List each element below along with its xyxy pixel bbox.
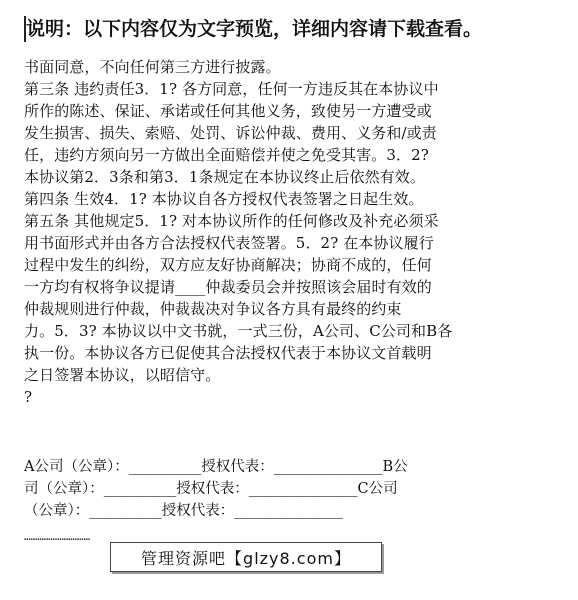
preview-notice: 说明：以下内容仅为文字预览，详细内容请下载查看。 bbox=[26, 18, 483, 40]
body-line: 执一份。本协议各方已促使其合法授权代表于本协议文首载明 bbox=[24, 344, 432, 362]
body-line: ? bbox=[24, 388, 33, 406]
body-line: 仲裁规则进行仲裁，仲裁裁决对争议各方具有最终的约束 bbox=[24, 300, 402, 318]
signature-block bbox=[24, 454, 556, 520]
footer-banner: 管理资源吧【glzy8.com】 bbox=[110, 542, 382, 572]
body-line: 第三条 违约责任3．1? 各方同意，任何一方违反其在本协议中 bbox=[24, 80, 439, 98]
signature-line: （公章）：__________授权代表：_______________ bbox=[24, 503, 343, 519]
body-line: 之日签署本协议，以昭信守。 bbox=[24, 366, 221, 384]
dotted-separator: ………………………… bbox=[24, 532, 91, 542]
body-line: 力。5．3? 本协议以中文书就，一式三份，A公司、C公司和B各 bbox=[24, 322, 453, 340]
body-line: 发生损害、损失、索赔、处罚、诉讼仲裁、费用、义务和/或责 bbox=[24, 124, 437, 142]
body-line: 本协议第2．3条和第3．1条规定在本协议终止后依然有效。 bbox=[24, 168, 425, 186]
body-line: 第五条 其他规定5．1? 对本协议所作的任何修改及补充必须采 bbox=[24, 212, 439, 230]
body-line: 一方均有权将争议提请____仲裁委员会并按照该会届时有效的 bbox=[24, 278, 432, 296]
body-line: 任，违约方须向另一方做出全面赔偿并使之免受其害。3．2? bbox=[24, 146, 429, 164]
body-line: 第四条 生效4．1? 本协议自各方授权代表签署之日起生效。 bbox=[24, 190, 424, 208]
body-line: 所作的陈述、保证、承诺或任何其他义务，致使另一方遭受或 bbox=[24, 102, 432, 120]
body-line: 过程中发生的纠纷，双方应友好协商解决；协商不成的，任何 bbox=[24, 256, 432, 274]
signature-line: A公司（公章）：__________授权代表：_______________B公 bbox=[24, 459, 408, 475]
signature-line: 司（公章）：__________授权代表：_______________C公司 bbox=[24, 481, 398, 497]
body-line: 用书面形式并由各方合法授权代表签署。5．2? 在本协议履行 bbox=[24, 234, 434, 252]
agreement-body bbox=[24, 56, 556, 408]
body-line: 书面同意，不向任何第三方进行披露。 bbox=[24, 58, 281, 76]
